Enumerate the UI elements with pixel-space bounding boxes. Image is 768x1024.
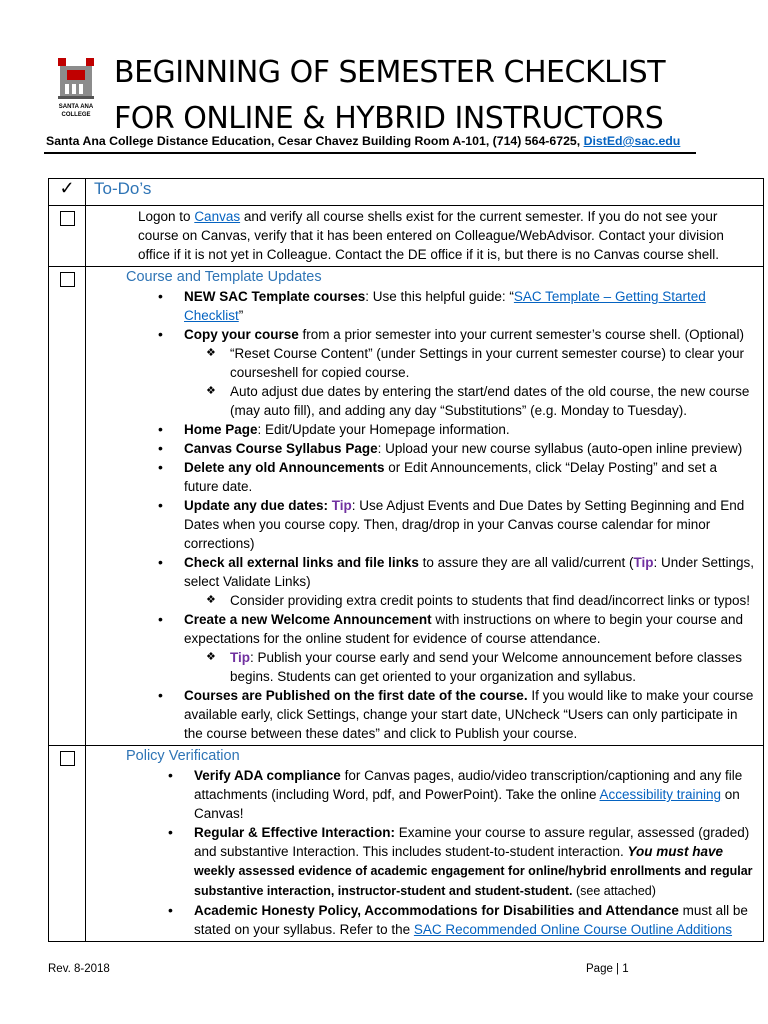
course-template-section	[86, 267, 764, 746]
table-row	[49, 206, 764, 267]
santa-ana-college-logo	[54, 58, 98, 120]
check-header-cell	[49, 179, 86, 206]
checkbox[interactable]	[60, 751, 75, 766]
checkmark-icon: ✓	[59, 178, 75, 198]
sub-list-item: ❖ “Reset Course Content” (under Settings in your current semester course) to clear your courseshell for copied course.	[230, 344, 755, 382]
todo-heading: To-Do’s	[94, 179, 152, 198]
email-link[interactable]: DistEd@sac.edu	[583, 134, 681, 148]
section-title: Policy Verification	[126, 748, 240, 764]
section-title: Course and Template Updates	[126, 269, 322, 285]
list-item: • Copy your course from a prior semester into your current semester’s course shell. (Optional) ❖ “Reset Course Content” (under Settings in your current semester course) to clear your courseshell for copied course. ❖ Auto adjust due dates by entering the start/end dates of the old course, the new course (may auto fill), and adding any day “Substitutions” (e.g. Monday to Tuesday).	[184, 325, 755, 420]
contact-text: Santa Ana College Distance Education, Cesar Chavez Building Room A-101, (714) 564-6725,	[46, 134, 584, 148]
contact-info	[46, 134, 680, 148]
accessibility-training-link[interactable]: Accessibility training	[599, 787, 722, 802]
list-item: • Academic Honesty Policy, Accommodations for Disabilities and Attendance must all be stated on your syllabus. Refer to the SAC Recommended Online Course Outline Additions	[194, 901, 755, 939]
checkbox[interactable]	[60, 211, 75, 226]
list-item: • NEW SAC Template courses: Use this helpful guide: “SAC Template – Getting Started Checklist”	[184, 287, 755, 325]
page-title	[114, 50, 665, 142]
canvas-link[interactable]: Canvas	[194, 209, 241, 224]
logo-sub: COLLEGE	[61, 112, 91, 118]
list-item: • Create a new Welcome Announcement with instructions on where to begin your course and expectations for the online student for evidence of course attendance. ❖ Tip: Publish your course early and send your Welcome announcement before classes begins. Students can get oriented to your organization and syllabus.	[184, 610, 755, 686]
checkbox[interactable]	[60, 272, 75, 287]
list-item: • Canvas Course Syllabus Page: Upload your new course syllabus (auto-open inline preview)	[184, 439, 755, 458]
page-number: Page | 1	[586, 963, 629, 975]
policy-section	[86, 746, 764, 942]
logo-name: SANTA ANA	[58, 104, 94, 110]
revision-label: Rev. 8-2018	[48, 963, 110, 975]
canvas-logon-item: Logon to Canvas and verify all course shells exist for the current semester. If you do not see your course on Canvas, verify that it has been entered on Colleague/WebAdvisor. Contact your division office if it is not yet in Colleague. Contact the DE office if it is, but there is no Canvas course shell.	[86, 206, 764, 267]
table-header-row	[49, 179, 764, 206]
title-line-1: BEGINNING OF SEMESTER CHECKLIST	[114, 55, 666, 90]
sub-list-item: ❖ Consider providing extra credit points to students that find dead/incorrect links or typos!	[230, 591, 755, 610]
title-line-2: FOR ONLINE & HYBRID INSTRUCTORS	[114, 101, 664, 136]
list-item: • Courses are Published on the first date of the course. If you would like to make your course available early, click Settings, change your start date, UNcheck “Users can only participate in the course between these dates” and click to Publish your course.	[184, 686, 755, 743]
sub-list-item: ❖ Auto adjust due dates by entering the start/end dates of the old course, the new course (may auto fill), and adding any day “Substitutions” (e.g. Monday to Tuesday).	[230, 382, 755, 420]
table-row	[49, 746, 764, 942]
sac-template-link[interactable]: SAC Template – Getting Started Checklist	[184, 289, 706, 323]
checklist-table	[48, 178, 764, 942]
list-item: • Update any due dates: Tip: Use Adjust Events and Due Dates by Setting Beginning and End Dates when you course copy. Then, drag/drop in your Canvas course calendar for minor corrections)	[184, 496, 755, 553]
header-rule	[44, 152, 696, 154]
list-item: • Regular & Effective Interaction: Examine your course to assure regular, assessed (graded) and substantive Interaction. This includes student-to-student interaction. You must have weekly assessed evidence of academic engagement for online/hybrid enrollments and regular substantive interaction, instructor-student and student-student. (see attached)	[194, 823, 755, 901]
todo-header-cell	[86, 179, 764, 206]
list-item: • Verify ADA compliance for Canvas pages, audio/video transcription/captioning and any file attachments (including Word, pdf, and PowerPoint). Take the online Accessibility training on Canvas!	[194, 766, 755, 823]
list-item: • Delete any old Announcements or Edit Announcements, click “Delay Posting” and set a future date.	[184, 458, 755, 496]
table-row	[49, 267, 764, 746]
list-item: • Check all external links and file links to assure they are all valid/current (Tip: Under Settings, select Validate Links) ❖ Consider providing extra credit points to students that find dead/incorrect links or typos!	[184, 553, 755, 610]
sub-list-item: ❖ Tip: Publish your course early and send your Welcome announcement before classes begins. Students can get oriented to your organization and syllabus.	[230, 648, 755, 686]
sac-outline-additions-link[interactable]: SAC Recommended Online Course Outline Additions	[413, 922, 733, 937]
list-item: • Home Page: Edit/Update your Homepage information.	[184, 420, 755, 439]
